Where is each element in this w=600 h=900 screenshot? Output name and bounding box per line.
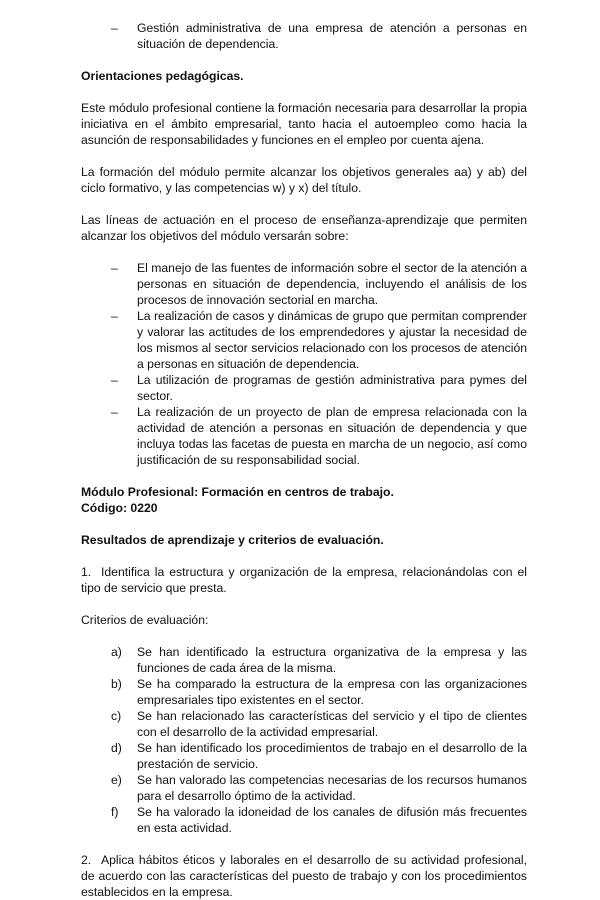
- list-item-text: Gestión administrativa de una empresa de atención a personas en situación de dependencia.: [137, 21, 527, 51]
- result-number: 1.: [81, 565, 92, 579]
- criteria-marker: a): [111, 645, 122, 659]
- document-page: [81, 20, 527, 900]
- list-item: [81, 372, 527, 404]
- list-item-text: La utilización de programas de gestión administrativa para pymes del sector.: [137, 373, 527, 403]
- actuacion-list: [81, 260, 527, 468]
- criteria-marker: b): [111, 677, 122, 691]
- criteria-text: Se han identificado los procedimientos de trabajo en el desarrollo de la prestación de servicio.: [137, 741, 527, 771]
- criteria-item: [81, 676, 527, 708]
- list-item-text: La realización de casos y dinámicas de grupo que permitan comprender y valorar las actitudes de los emprendedores y ajustar la necesidad de los mismos al sector servicios relacionado con los procesos de atención a personas en situación de dependencia.: [137, 309, 527, 371]
- result-text: Aplica hábitos éticos y laborales en el desarrollo de su actividad profesional, de acuerdo con las características del puesto de trabajo y con los procedimientos establecidos en la empresa.: [81, 853, 527, 899]
- result-2: [81, 852, 527, 900]
- list-item: [81, 260, 527, 308]
- criteria-item: [81, 772, 527, 804]
- result-1: [81, 564, 527, 596]
- list-item-text: La realización de un proyecto de plan de empresa relacionada con la actividad de atención a personas en situación de dependencia y que incluya todas las facetas de puesta en marcha de un negocio, así como justificación de su responsabilidad social.: [137, 405, 527, 467]
- criteria-text: Se ha valorado la idoneidad de los canales de difusión más frecuentes en esta actividad.: [137, 805, 527, 835]
- section-heading-orientaciones: Orientaciones pedagógicas.: [81, 69, 244, 83]
- module-title: Módulo Profesional: Formación en centros de trabajo.: [81, 485, 394, 499]
- criteria-text: Se han identificado la estructura organizativa de la empresa y las funciones de cada área de la misma.: [137, 645, 527, 675]
- dash-marker: –: [111, 405, 118, 419]
- criteria-item: [81, 740, 527, 772]
- dash-marker: –: [111, 261, 118, 275]
- criteria-marker: f): [111, 805, 119, 819]
- list-item: [81, 308, 527, 372]
- criteria-list: [81, 644, 527, 836]
- dash-marker: –: [111, 373, 118, 387]
- intro-list-item: [81, 20, 527, 52]
- result-text: Identifica la estructura y organización de la empresa, relacionándolas con el tipo de servicio que presta.: [81, 565, 527, 595]
- list-item-text: El manejo de las fuentes de información sobre el sector de la atención a personas en situación de dependencia, incluyendo el análisis de los procesos de innovación sectorial en marcha.: [137, 261, 527, 307]
- criteria-item: [81, 644, 527, 676]
- result-number: 2.: [81, 853, 92, 867]
- paragraph: La formación del módulo permite alcanzar los objetivos generales aa) y ab) del ciclo formativo, y las competencias w) y x) del título.: [81, 165, 527, 195]
- criteria-marker: e): [111, 773, 122, 787]
- list-item: [81, 404, 527, 468]
- paragraph: Este módulo profesional contiene la formación necesaria para desarrollar la propia iniciativa en el ámbito empresarial, tanto hacia el autoempleo como hacia la asunción de responsabilidades y funciones en el empleo por cuenta ajena.: [81, 101, 527, 147]
- criteria-text: Se ha comparado la estructura de la empresa con las organizaciones empresariales tipo existentes en el sector.: [137, 677, 527, 707]
- section-heading-resultados: Resultados de aprendizaje y criterios de evaluación.: [81, 533, 384, 547]
- criteria-marker: c): [111, 709, 122, 723]
- module-code: Código: 0220: [81, 501, 158, 515]
- criteria-item: [81, 804, 527, 836]
- paragraph: Las líneas de actuación en el proceso de enseñanza-aprendizaje que permiten alcanzar los objetivos del módulo versarán sobre:: [81, 213, 527, 243]
- criteria-text: Se han relacionado las características del servicio y el tipo de clientes con el desarrollo de la actividad empresarial.: [137, 709, 527, 739]
- criteria-marker: d): [111, 741, 122, 755]
- criteria-label: Criterios de evaluación:: [81, 613, 209, 627]
- criteria-item: [81, 708, 527, 740]
- dash-marker: –: [111, 21, 118, 35]
- criteria-text: Se han valorado las competencias necesarias de los recursos humanos para el desarrollo óptimo de la actividad.: [137, 773, 527, 803]
- dash-marker: –: [111, 309, 118, 323]
